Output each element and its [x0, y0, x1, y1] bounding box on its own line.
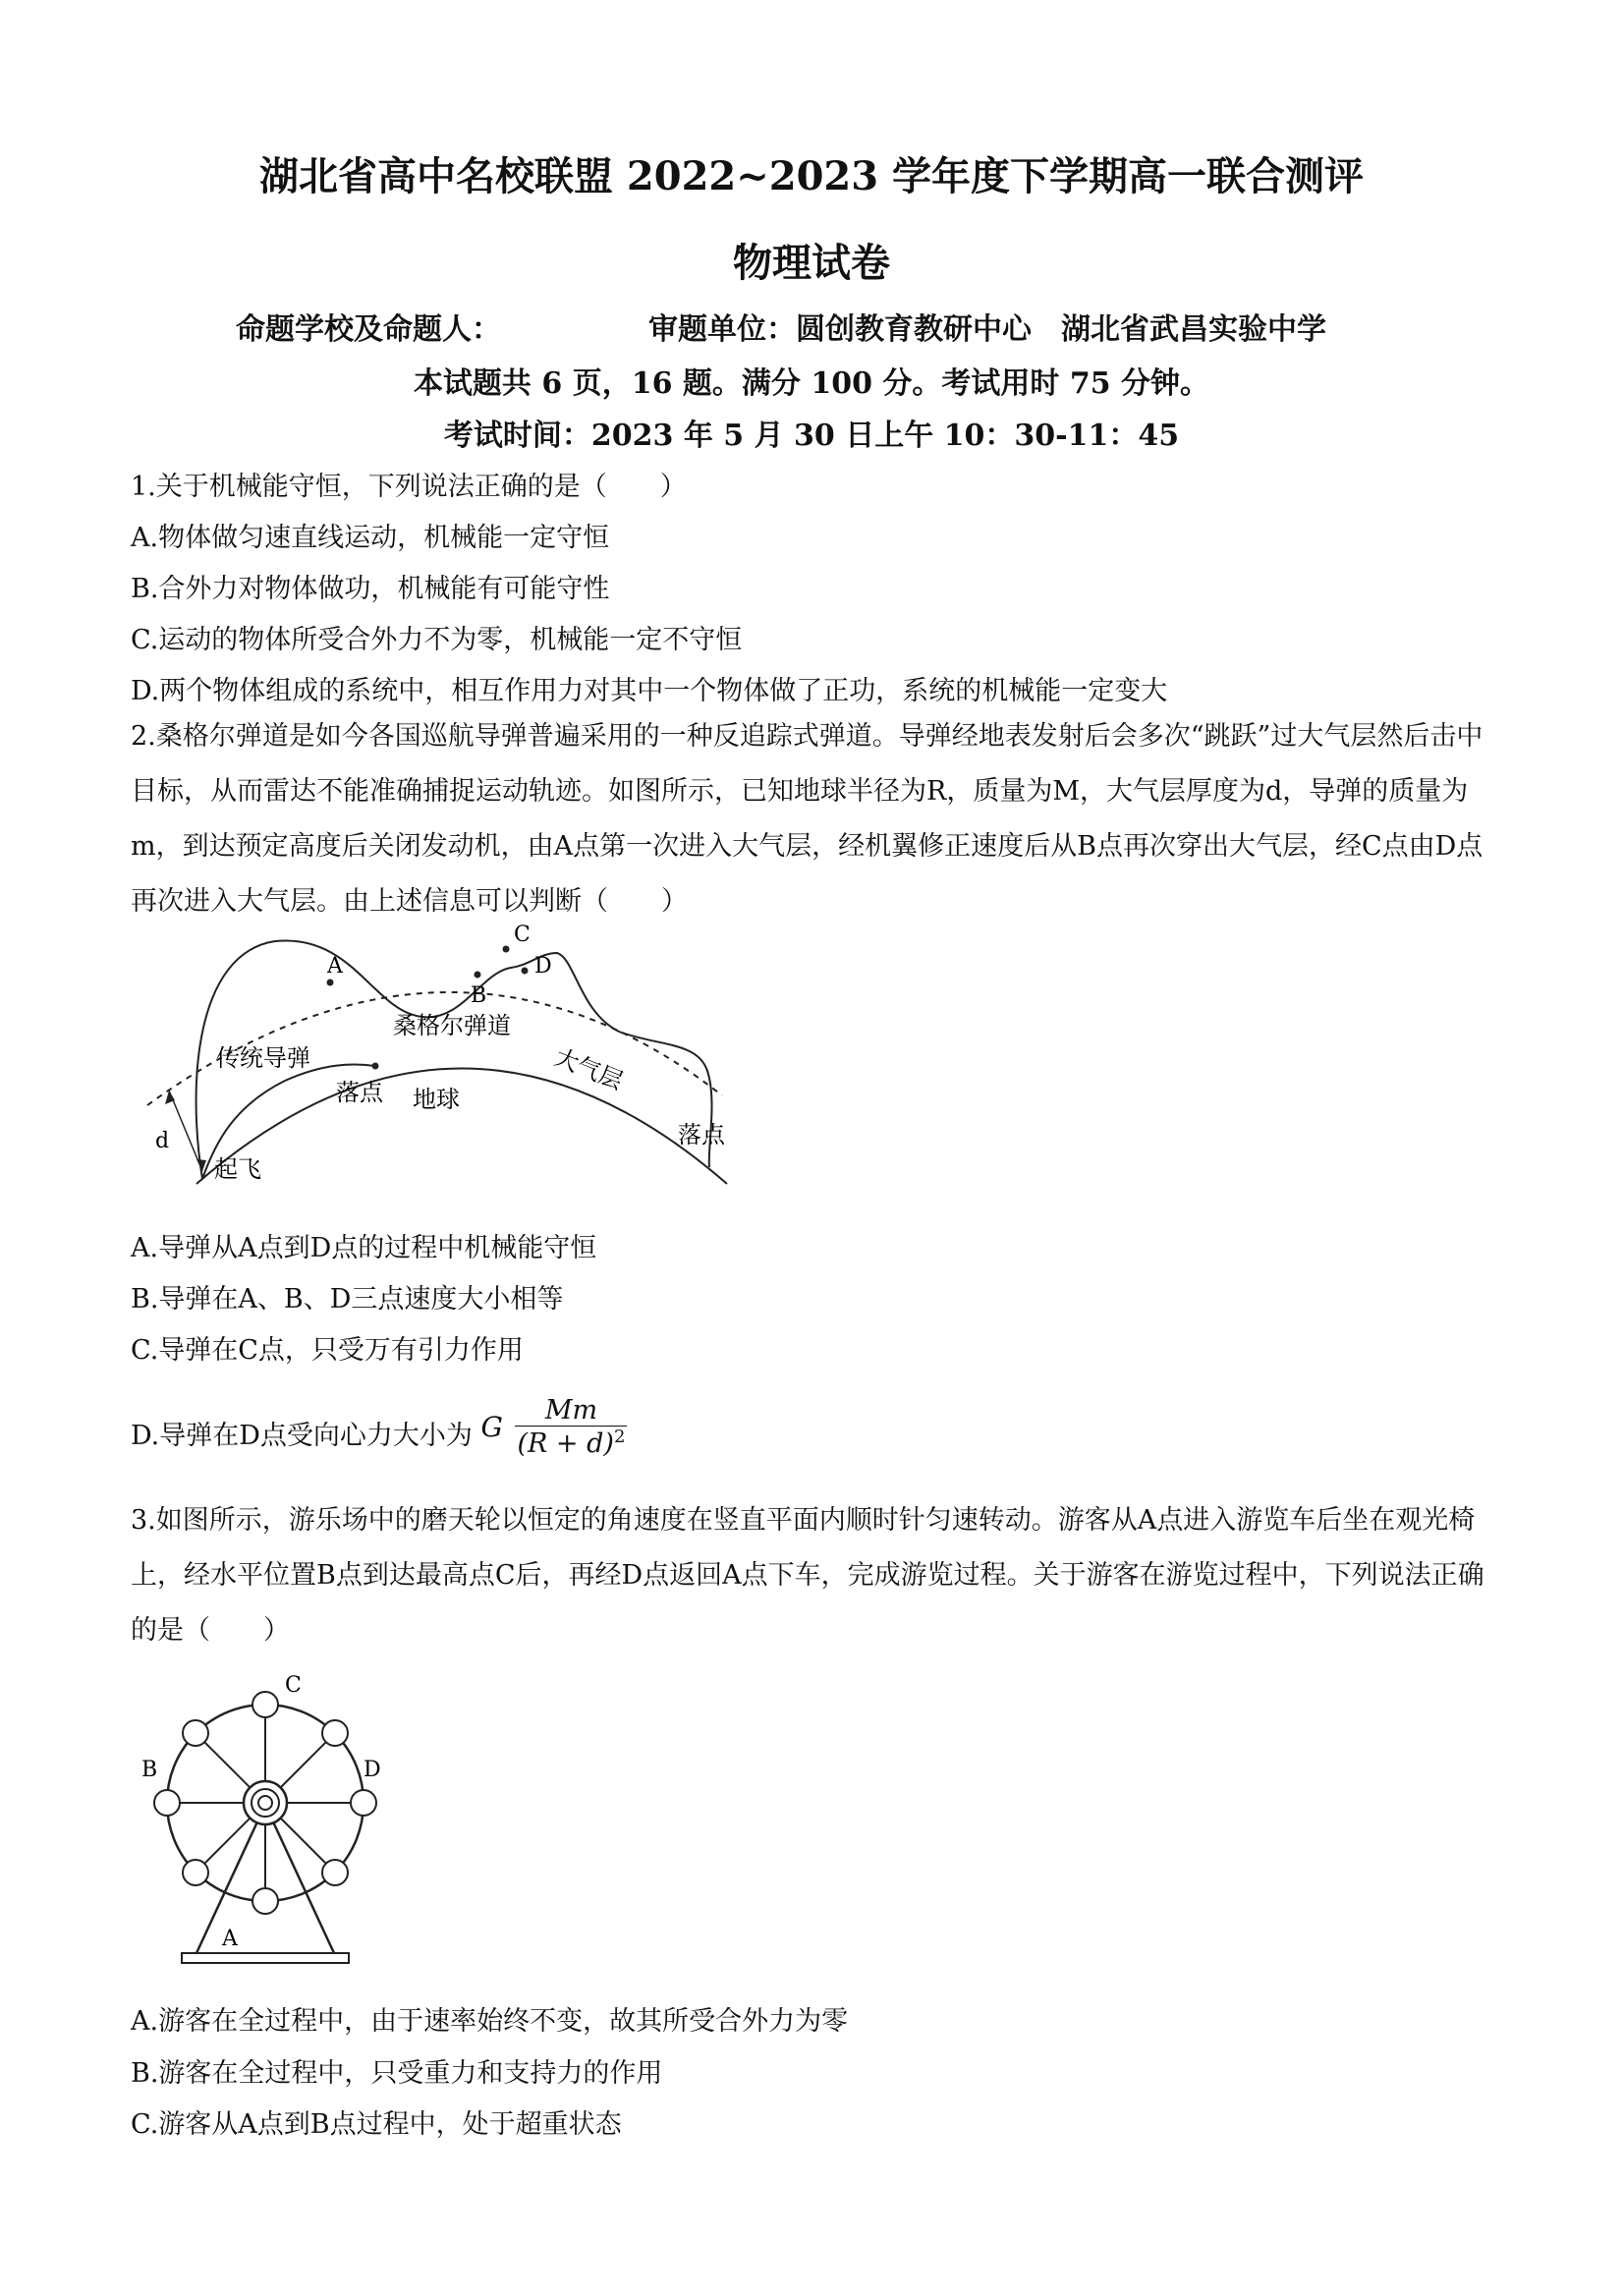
- q1-stem: 1.关于机械能守恒，下列说法正确的是（ ）: [131, 472, 687, 502]
- label-point-a: A: [327, 954, 343, 979]
- q3-option-b: B.游客在全过程中，只受重力和支持力的作用: [131, 2058, 663, 2089]
- formula-denominator: (R + d): [517, 1428, 614, 1459]
- centripetal-formula: [481, 1395, 628, 1459]
- label-thickness-d: d: [155, 1129, 170, 1153]
- proposer-line: 命题学校及命题人：: [236, 312, 501, 347]
- wheel-label-d: D: [364, 1758, 381, 1782]
- label-point-d: D: [534, 954, 552, 979]
- exam-title: 湖北省高中名校联盟 2022~2023 学年度下学期高一联合测评: [258, 153, 1365, 199]
- label-takeoff: 起飞: [214, 1155, 261, 1183]
- ferris-wheel-figure: [128, 1670, 383, 1975]
- q2-option-c: C.导弹在C点，只受万有引力作用: [131, 1335, 524, 1366]
- label-point-c: C: [514, 923, 531, 947]
- exam-info: 本试题共 6 页，16 题。满分 100 分。考试用时 75 分钟。: [413, 366, 1210, 401]
- q2-option-d-text: D.导弹在D点受向心力大小为: [131, 1421, 473, 1451]
- formula-numerator: Mm: [515, 1395, 627, 1427]
- q3-option-c: C.游客从A点到B点过程中，处于超重状态: [131, 2109, 622, 2140]
- label-atmosphere: 大气层: [550, 1042, 627, 1095]
- wheel-label-b: B: [141, 1758, 158, 1782]
- q1-option-a: A.物体做匀速直线运动，机械能一定守恒: [131, 523, 610, 553]
- label-landing-1: 落点: [336, 1079, 383, 1106]
- formula-g: G: [480, 1411, 503, 1443]
- q1-option-d: D.两个物体组成的系统中，相互作用力对其中一个物体做了正功，系统的机械能一定变大: [131, 676, 1168, 706]
- wheel-label-a: A: [222, 1927, 238, 1951]
- label-traditional: 传统导弹: [216, 1044, 310, 1072]
- reviewer-line: 审题单位：圆创教育教研中心 湖北省武昌实验中学: [648, 312, 1326, 347]
- q2-option-b: B.导弹在A、B、D三点速度大小相等: [131, 1284, 564, 1315]
- q2-option-a: A.导弹从A点到D点的过程中机械能守恒: [131, 1233, 597, 1263]
- q1-option-b: B.合外力对物体做功，机械能有可能守性: [131, 574, 610, 604]
- label-point-b: B: [471, 983, 487, 1008]
- q2-option-d: [131, 1395, 627, 1469]
- exam-subject: 物理试卷: [733, 240, 890, 286]
- q2-stem: 2.桑格尔弹道是如今各国巡航导弹普遍采用的一种反追踪式弹道。导弹经地表发射后会多次“跳跃”过大气层然后击中目标，从而雷达不能准确捕捉运动轨迹。如图所示，已知地球半径为R，质量为M，大气层厚度为d，导弹的质量为m，到达预定高度后关闭发动机，由A点第一次进入大气层，经机翼修正速度后从B点再次穿出大气层，经C点由D点再次进入大气层。由上述信息可以判断（ ）: [131, 721, 1483, 917]
- exam-time: 考试时间：2023 年 5 月 30 日上午 10：30-11：45: [443, 419, 1180, 453]
- label-sanger: 桑格尔弹道: [393, 1012, 511, 1039]
- q2-trajectory-figure: [128, 914, 756, 1199]
- formula-exponent: 2: [613, 1427, 626, 1447]
- label-landing-2: 落点: [678, 1121, 725, 1148]
- q3-stem: 3.如图所示，游乐场中的磨天轮以恒定的角速度在竖直平面内顺时针匀速转动。游客从A点进入游览车后坐在观光椅上，经水平位置B点到达最高点C后，再经D点返回A点下车，完成游览过程。关于游客在游览过程中，下列说法正确的是（ ）: [131, 1505, 1484, 1646]
- label-earth: 地球: [413, 1086, 460, 1113]
- q1-option-c: C.运动的物体所受合外力不为零，机械能一定不守恒: [131, 625, 743, 655]
- q3-option-a: A.游客在全过程中，由于速率始终不变，故其所受合外力为零: [131, 2006, 849, 2037]
- wheel-label-c: C: [285, 1673, 302, 1698]
